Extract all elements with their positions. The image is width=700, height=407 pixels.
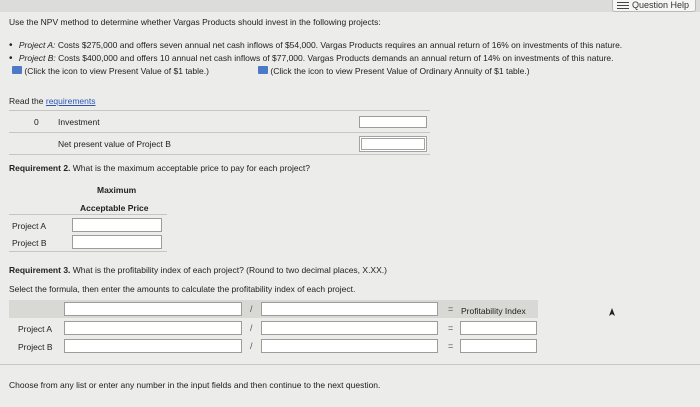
divider (9, 214, 167, 215)
project-a-text: Costs $275,000 and offers seven annual net cash inflows of $54,000. Vargas Products requires an annual return of 16% on investments of this nature. (57, 40, 623, 50)
table-icon[interactable] (258, 66, 268, 74)
req3-title (9, 265, 387, 275)
req3-text: What is the profitability index of each project? (Round to two decimal places, X.XX.) (72, 265, 387, 275)
req2-row-project-b: Project B (12, 238, 47, 248)
division-sign: / (250, 341, 253, 351)
req3-instruction: Select the formula, then enter the amounts to calculate the profitability index of each project. (9, 284, 356, 294)
project-a-line (9, 40, 622, 51)
req2-row-project-a: Project A (12, 221, 47, 231)
annuity-table-link-text: (Click the icon to view Present Value of Ordinary Annuity of $1 table.) (270, 66, 530, 76)
divider (9, 251, 167, 252)
req2-title (9, 163, 310, 173)
division-sign: / (250, 304, 253, 314)
question-help-label: Question Help (631, 0, 689, 10)
top-bar (0, 0, 700, 12)
req2-prefix: Requirement 2. (9, 163, 71, 173)
list-icon (617, 2, 629, 9)
npv-label: Net present value of Project B (58, 139, 171, 149)
req2-col-header-2: Acceptable Price (80, 203, 149, 213)
annuity-table-link[interactable] (258, 66, 530, 76)
investment-label: Investment (58, 117, 100, 127)
project-a-label: Project A: (18, 40, 56, 50)
max-price-project-a-input[interactable] (72, 218, 162, 232)
footer-divider (0, 364, 700, 365)
npv-project-b-input[interactable] (359, 136, 427, 152)
req2-col-header-1: Maximum (97, 185, 137, 195)
question-help-button[interactable] (612, 0, 696, 12)
req3-row-project-a: Project A (18, 324, 53, 334)
division-sign: / (250, 323, 253, 333)
divider (9, 132, 430, 133)
footer-instruction: Choose from any list or enter any number in the input fields and then continue to the next question. (9, 380, 381, 390)
project-b-denominator-input[interactable] (261, 339, 438, 353)
project-b-label: Project B: (18, 53, 56, 63)
max-price-project-b-input[interactable] (72, 235, 162, 249)
equals-sign: = (448, 304, 454, 314)
req3-row-project-b: Project B (18, 342, 53, 352)
year-zero: 0 (34, 117, 39, 127)
profitability-index-header: Profitability Index (461, 306, 526, 316)
investment-input[interactable] (359, 116, 427, 128)
read-requirements (9, 96, 95, 106)
project-a-denominator-input[interactable] (261, 321, 438, 335)
table-icon[interactable] (12, 66, 22, 74)
read-the-text: Read the (9, 96, 44, 106)
bullet: • (9, 40, 13, 51)
equals-sign: = (448, 341, 454, 351)
cursor-icon (608, 307, 616, 317)
pv-table-link[interactable] (12, 66, 209, 76)
divider (9, 154, 430, 155)
bullet: • (9, 53, 13, 64)
project-a-numerator-input[interactable] (64, 321, 242, 335)
project-b-line (9, 53, 614, 64)
project-b-profitability-index-input[interactable] (460, 339, 537, 353)
formula-numerator-select[interactable] (64, 302, 242, 316)
divider (9, 110, 430, 111)
req2-text: What is the maximum acceptable price to pay for each project? (72, 163, 310, 173)
project-b-text: Costs $400,000 and offers 10 annual net cash inflows of $77,000. Vargas Products demands an annual return of 14% on investments of this nature. (58, 53, 614, 63)
pv-table-link-text: (Click the icon to view Present Value of $1 table.) (24, 66, 209, 76)
formula-denominator-select[interactable] (261, 302, 438, 316)
intro-text: Use the NPV method to determine whether Vargas Products should invest in the following projects: (9, 17, 381, 27)
project-a-profitability-index-input[interactable] (460, 321, 537, 335)
project-b-numerator-input[interactable] (64, 339, 242, 353)
equals-sign: = (448, 323, 454, 333)
requirements-link[interactable]: requirements (45, 96, 96, 106)
req3-prefix: Requirement 3. (9, 265, 71, 275)
